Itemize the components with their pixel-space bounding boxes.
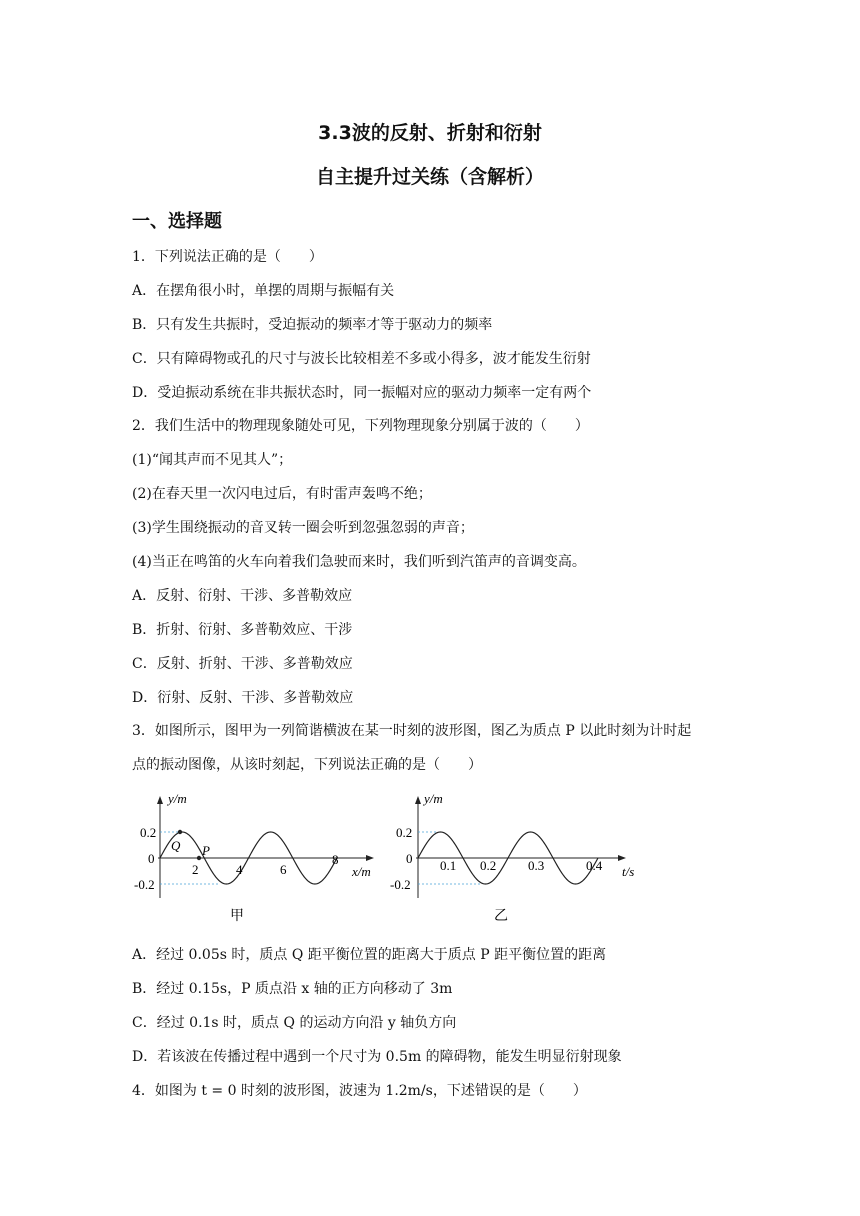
figure-jia — [130, 786, 390, 934]
q1-option-c: C．只有障碍物或孔的尺寸与波长比较相差不多或小得多，波才能发生衍射 — [132, 351, 591, 367]
t-axis-label: t/s — [622, 864, 635, 879]
y-tick-neg: -0.2 — [134, 877, 155, 892]
q2-option-d: D．衍射、反射、干涉、多普勒效应 — [132, 690, 354, 706]
origin-label: 0 — [148, 851, 155, 866]
x-tick-8: 8 — [332, 852, 339, 867]
origin-label: 0 — [406, 851, 413, 866]
point-q-marker — [178, 830, 182, 834]
q2-statement-1: (1)“闻其声而不见其人”； — [132, 452, 293, 468]
y-tick-pos: 0.2 — [140, 825, 157, 840]
q3-option-a: A．经过 0.05s 时，质点 Q 距平衡位置的距离大于质点 P 距平衡位置的距离 — [132, 947, 607, 963]
q2-option-c: C．反射、折射、干涉、多普勒效应 — [132, 656, 353, 672]
x-tick-2: 2 — [192, 862, 199, 877]
q2-option-a: A．反射、衍射、干涉、多普勒效应 — [132, 588, 353, 604]
y-axis-label: y/m — [168, 791, 187, 806]
q2-statement-2: (2)在春天里一次闪电过后，有时雷声轰鸣不绝； — [132, 486, 432, 502]
doc-subtitle: 自主提升过关练（含解析） — [315, 166, 544, 188]
y-axis-arrow — [415, 796, 421, 804]
q3-option-d: D．若该波在传播过程中遇到一个尺寸为 0.5m 的障碍物，能发生明显衍射现象 — [132, 1049, 622, 1065]
doc-title: 3.3波的反射、折射和衍射 — [318, 122, 542, 144]
q1-option-a: A．在摆角很小时，单摆的周期与振幅有关 — [132, 283, 395, 299]
q4-stem: 4．如图为 t = 0 时刻的波形图，波速为 1.2m/s，下述错误的是（ ） — [132, 1083, 587, 1099]
y-tick-neg: -0.2 — [390, 877, 411, 892]
x-axis-arrow — [366, 855, 374, 861]
q2-option-b: B．折射、衍射、多普勒效应、干涉 — [132, 622, 353, 638]
q1-stem: 1．下列说法正确的是（ ） — [132, 249, 323, 265]
vibration-graph-yi — [390, 786, 660, 934]
x-tick-6: 6 — [280, 862, 287, 877]
caption-jia: 甲 — [230, 909, 244, 924]
q2-statement-4: (4)当正在鸣笛的火车向着我们急驶而来时，我们听到汽笛声的音调变高。 — [132, 554, 586, 570]
point-p-label: P — [202, 843, 210, 858]
t-tick-0-1: 0.1 — [440, 858, 457, 873]
y-axis-label: y/m — [424, 791, 443, 806]
point-q-label: Q — [171, 838, 181, 853]
point-p-marker — [197, 856, 201, 860]
x-axis-label: x/m — [352, 864, 371, 879]
figure-yi — [390, 786, 660, 934]
section-heading: 一、选择题 — [132, 211, 222, 232]
wave-graph-jia — [130, 786, 390, 934]
t-axis-arrow — [618, 855, 626, 861]
q2-statement-3: (3)学生围绕振动的音叉转一圈会听到忽强忽弱的声音； — [132, 520, 474, 536]
q3-stem-line1: 3．如图所示，图甲为一列简谐横波在某一时刻的波形图，图乙为质点 P 以此时刻为计时起 — [132, 723, 692, 739]
t-tick-0-4: 0.4 — [586, 858, 603, 873]
q3-option-b: B．经过 0.15s，P 质点沿 x 轴的正方向移动了 3m — [132, 981, 453, 997]
q1-option-d: D．受迫振动系统在非共振状态时，同一振幅对应的驱动力频率一定有两个 — [132, 385, 592, 401]
q3-stem-line2: 点的振动图像，从该时刻起，下列说法正确的是（ ） — [132, 757, 482, 773]
x-tick-4: 4 — [236, 862, 243, 877]
t-tick-0-2: 0.2 — [480, 858, 497, 873]
q3-option-c: C．经过 0.1s 时，质点 Q 的运动方向沿 y 轴负方向 — [132, 1015, 457, 1031]
y-axis-arrow — [157, 796, 163, 804]
t-tick-0-3: 0.3 — [528, 858, 545, 873]
y-tick-pos: 0.2 — [396, 825, 413, 840]
q1-option-b: B．只有发生共振时，受迫振动的频率才等于驱动力的频率 — [132, 317, 493, 333]
q2-stem: 2．我们生活中的物理现象随处可见，下列物理现象分别属于波的（ ） — [132, 418, 589, 434]
caption-yi: 乙 — [494, 909, 508, 924]
